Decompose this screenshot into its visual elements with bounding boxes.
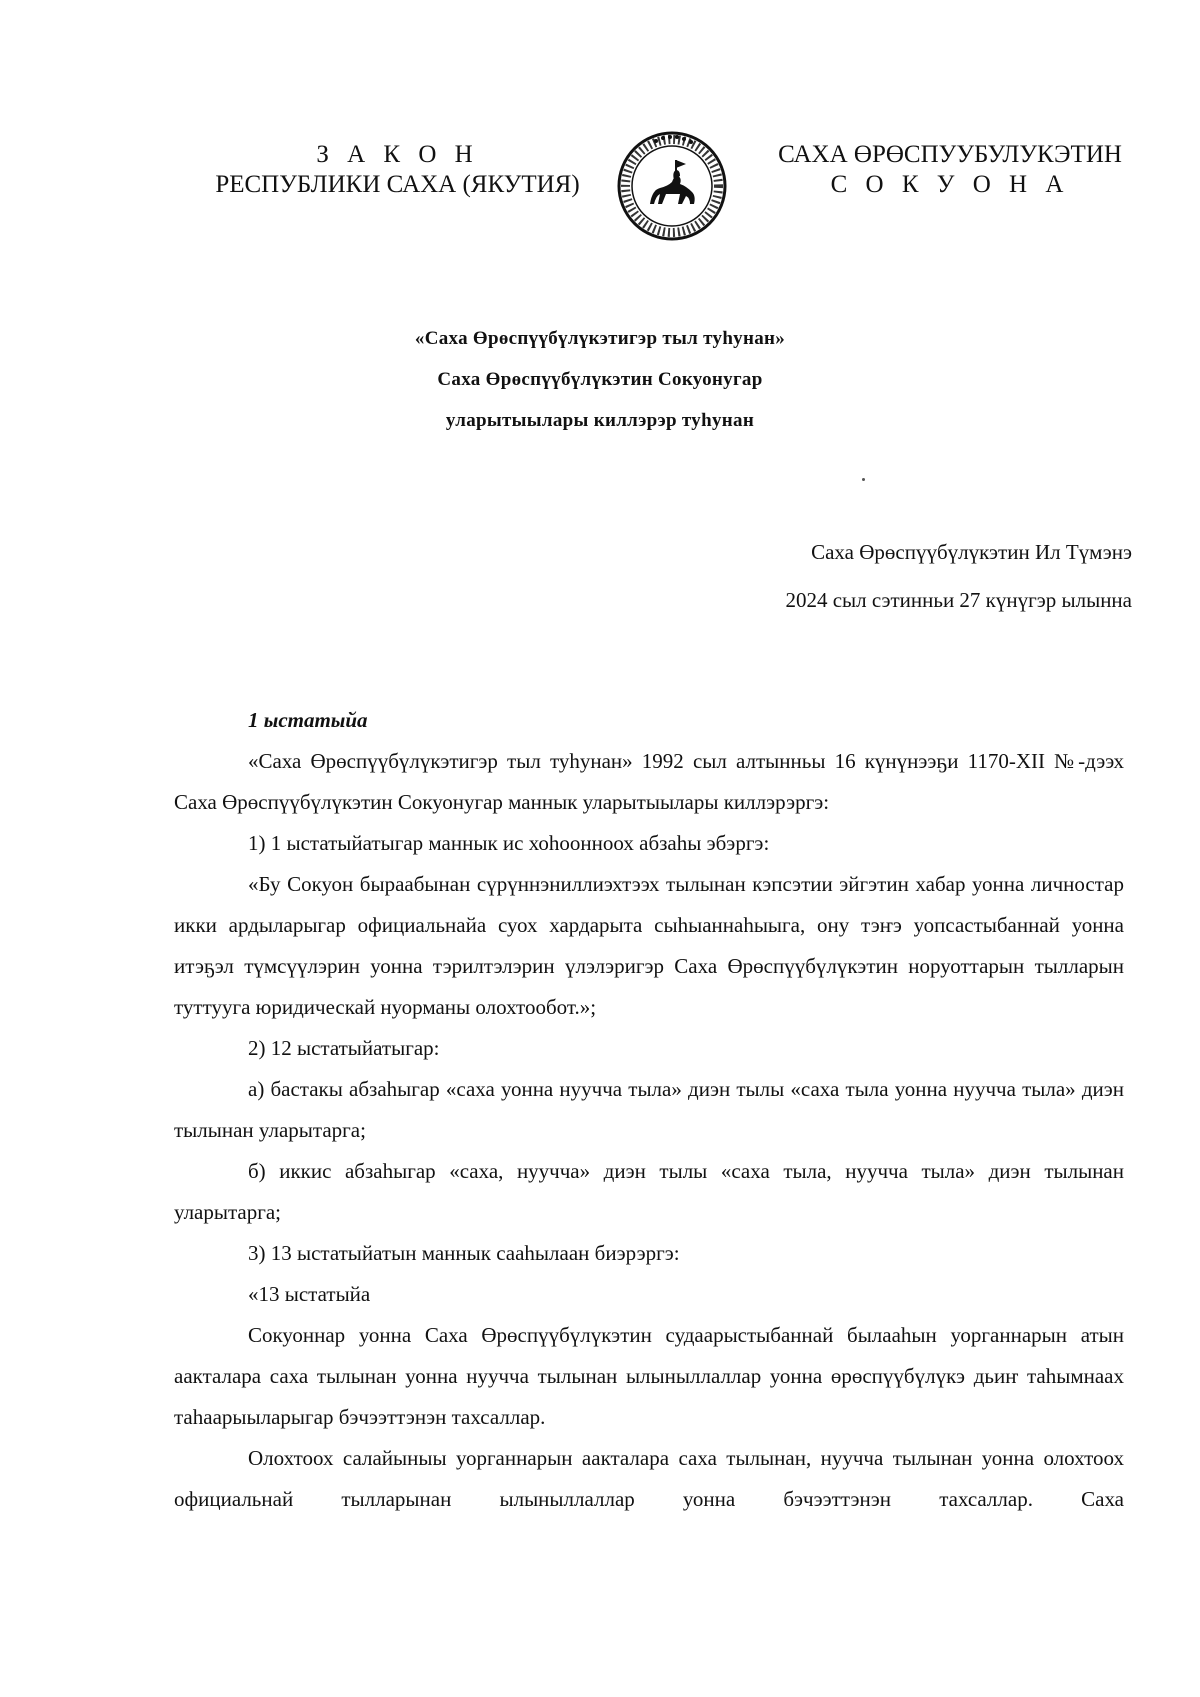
paragraph: а) бастакы абзаһыгар «саха уонна нуучча тыла» диэн тылы «саха тыла уонна нуучча тыла» диэн тылынан уларытарга;	[174, 1077, 1124, 1142]
paragraph: «Саха Өрөспүүбүлүкэтигэр тыл туһунан» 1992 сыл алтынньы 16 күнүнээҕи 1170-XII №-дээх Саха Өрөспүүбүлүкэтин Сокуонугар маннык уларытыылары киллэрэргэ:	[174, 749, 1124, 814]
paragraph: Олохтоох салайыныы уорганнарын аакталара саха тылынан, нуучча тылынан уонна олохтоох официальнай тылларынан ылыныллаллар уонна бэчээттэнэн тахсаллар. Саха	[174, 1446, 1124, 1511]
adoption-date: 2024 сыл сэтинньи 27 күнүгэр ылынна	[785, 588, 1132, 612]
header-left-republic: РЕСПУБЛИКИ САХА (ЯКУТИЯ)	[215, 171, 580, 198]
adoption-body: Саха Өрөспүүбүлүкэтин Ил Түмэнэ	[811, 540, 1132, 564]
article-heading: 1 ыстатыйа	[248, 708, 368, 732]
document-title	[150, 318, 1050, 441]
header-left-law: З А К О Н	[316, 141, 479, 168]
paragraph: б) иккис абзаһыгар «саха, нуучча» диэн тылы «саха тыла, нуучча тыла» диэн тылынан уларытарга;	[174, 1159, 1124, 1224]
paragraph: Сокуоннар уонна Саха Өрөспүүбүлүкэтин судаарыстыбаннай былааһын уорганнарын атын аакталара саха тылынан уонна нуучча тылынан ылыныллаллар уонна өрөспүүбүлүкэ дьиҥ таһымнаах таһаарыыларыгар бэчээттэнэн тахсаллар.	[174, 1323, 1124, 1429]
paragraph: «13 ыстатыйа	[248, 1282, 371, 1306]
header-right-republic: САХА ӨРӨСПУУБУЛУКЭТИН	[778, 141, 1122, 168]
adoption-block	[600, 528, 1132, 624]
paragraph: 1) 1 ыстатыйатыгар маннык ис хоһоонноох абзаһы эбэргэ:	[248, 831, 770, 855]
paragraph: 3) 13 ыстатыйатын маннык сааһылаан биэрэргэ:	[248, 1241, 680, 1265]
title-line-1: «Саха Өрөспүүбүлүкэтигэр тыл туһунан»	[414, 328, 786, 349]
paragraph: 2) 12 ыстатыйатыгар:	[248, 1036, 440, 1060]
header-right	[770, 140, 1130, 200]
republic-emblem-seal-icon	[616, 130, 728, 242]
document-body	[174, 700, 1124, 1520]
title-line-2: Саха Өрөспүүбүлүкэтин Сокуонугар	[437, 369, 763, 390]
paragraph: «Бу Сокуон быраабынан сүрүннэниллиэхтээх тылынан кэпсэтии эйгэтин хабар уонна личностар икки ардыларыгар официальнайа суох хардарыта сыһыаннаһыыга, ону тэҥэ уопсастыбаннай уонна итэҕэл түмсүүлэрин уонна тэрилтэлэрин үлэлэригэр Саха Өрөспүүбүлүкэтин норуоттарын тылларын туттууга юридическай нуорманы олохтообот.»;	[174, 872, 1124, 1019]
title-line-3: уларытыылары киллэрэр туһунан	[445, 410, 755, 431]
header-left	[205, 140, 590, 200]
scan-speck	[862, 478, 865, 481]
header-right-law: С О К У О Н А	[830, 171, 1070, 198]
